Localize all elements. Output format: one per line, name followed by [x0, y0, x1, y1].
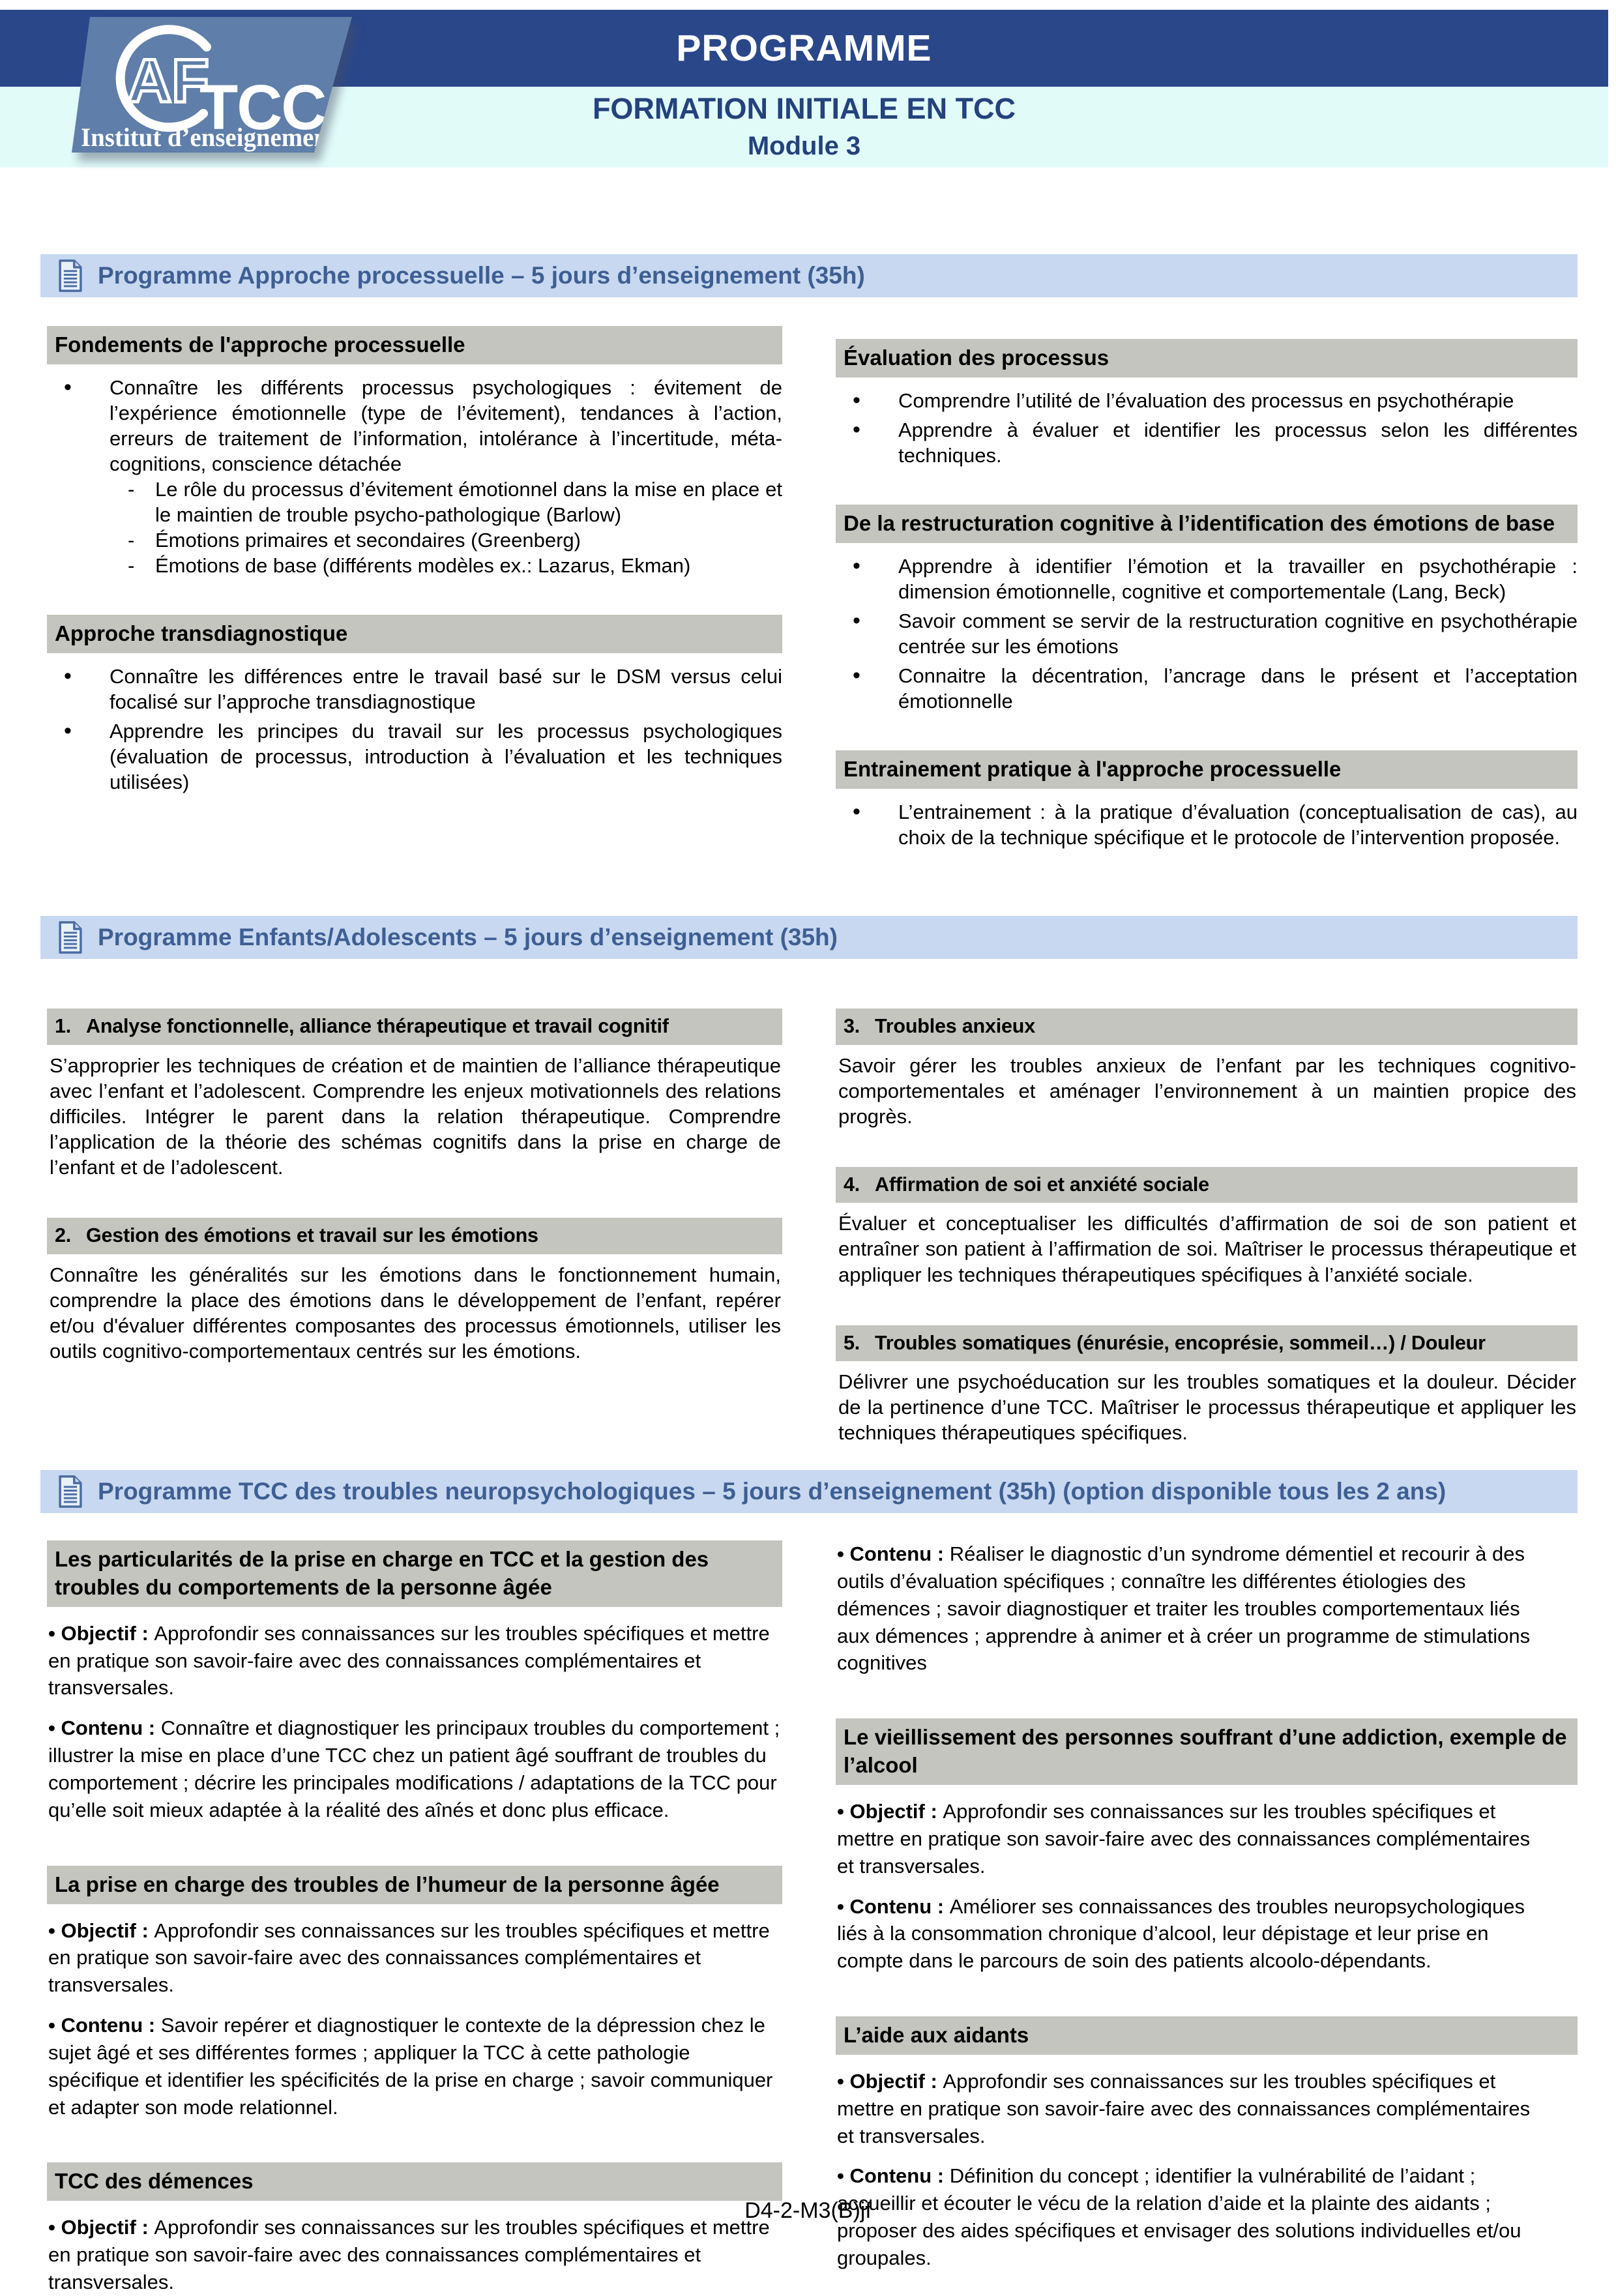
dash-item: - Émotions de base (différents modèles ex.: Lazarus, Ekman)	[110, 553, 782, 578]
section-title: Programme Approche processuelle – 5 jours d’enseignement (35h)	[98, 262, 865, 289]
paragraph: Délivrer une psychoéducation sur les troubles somatiques et la douleur. Décider de la pertinence d’une TCC. Maîtriser le processus thérapeutique et appliquer les techniques thérapeutiques spécifiques.	[838, 1370, 1576, 1445]
topic-number: 2.	[55, 1224, 72, 1246]
labeled-paragraph: • Objectif : Approfondir ses connaissances sur les troubles spécifiques et mettre en pratique son savoir-faire avec des connaissances complémentaires et transversales.	[48, 1919, 770, 1997]
topic-title: Le vieillissement des personnes souffrant d’une addiction, exemple de l’alcool	[844, 1725, 1567, 1778]
paragraph: S’approprier les techniques de création et de maintien de l’alliance thérapeutique avec l’enfant et l’adolescent. Comprendre les enjeux motivationnels des relations difficiles. Intégrer le parent dans la relation thérapeutique. Comprendre l’application de la théorie des schémas cognitifs dans la prise en charge de l’enfant et de l’adolescent.	[50, 1053, 781, 1179]
bullet-text: Apprendre à évaluer et identifier les processus selon les différentes techniques.	[898, 418, 1578, 467]
topic-heading	[836, 2016, 1578, 2055]
labeled-paragraph: • Objectif : Approfondir ses connaissances sur les troubles spécifiques et mettre en pratique son savoir-faire avec des connaissances complémentaires et transversales.	[837, 2069, 1531, 2147]
labeled-paragraph: • Contenu : Connaître et diagnostiquer les principaux troubles du comportement ; illustrer la mise en place d’une TCC chez un patient âgé souffrant de troubles du comportement ; décrire les principales modifications / adaptations de la TCC pour qu’elle soit mieux adaptée à la réalité des aînés et donc plus efficace.	[48, 1716, 780, 1821]
bullet-list	[836, 553, 1578, 714]
topic-title: Les particularités de la prise en charge en TCC et la gestion des troubles du comportements de la personne âgée	[55, 1547, 709, 1599]
section-columns	[40, 1540, 1578, 2296]
column-right	[836, 1540, 1578, 2272]
paragraph: Connaître les généralités sur les émotions dans le fonctionnement humain, comprendre la place des émotions dans le développement de l’enfant, repérer et/ou d'évaluer différentes composantes des processus émotionnels, utiliser les outils cognitivo-comportementaux centrés sur les émotions.	[50, 1263, 781, 1362]
document-body	[40, 168, 1578, 2296]
topic-heading	[836, 505, 1578, 543]
column-right	[836, 1008, 1578, 1445]
topic-number: 3.	[844, 1015, 860, 1037]
paragraph-label: • Objectif :	[48, 1621, 154, 1645]
bullet-list	[47, 664, 782, 795]
topic-number: 4.	[844, 1173, 860, 1196]
topic-heading	[836, 1718, 1578, 1785]
topic-title: TCC des démences	[55, 2169, 254, 2194]
aftcc-logo	[72, 17, 352, 153]
topic-heading	[47, 326, 782, 364]
topic-heading	[836, 1167, 1578, 1203]
section-columns	[40, 326, 1578, 916]
program-section-3	[40, 1470, 1578, 2296]
logo-caption: Institut d’enseignement	[81, 123, 337, 152]
topic-heading	[47, 1540, 782, 1607]
bullet-text: Connaître les différents processus psychologiques : évitement de l’expérience émotionnelle (type de l’évitement), tendances à l’action, erreurs de traitement de l’information, intolérance à l’incertitude, méta-cognitions, conscience détachée	[110, 375, 782, 476]
bullet-text: Connaître les différences entre le travail basé sur le DSM versus celui focalisé sur l’approche transdiagnostique	[110, 665, 782, 714]
bullet-text: Comprendre l’utilité de l’évaluation des processus en psychothérapie	[898, 389, 1514, 412]
column-left	[47, 326, 782, 795]
bullet-item	[47, 664, 782, 714]
topic-title: Fondements de l'approche processuelle	[55, 332, 465, 357]
topic-heading	[836, 750, 1578, 789]
bullet-item	[836, 417, 1578, 468]
section-columns	[40, 1008, 1578, 1465]
topic-heading	[47, 1866, 782, 1904]
bullet-item	[47, 375, 782, 578]
bullet-list	[836, 388, 1578, 468]
topic-heading	[836, 1008, 1578, 1045]
bullet-list	[836, 799, 1578, 850]
bullet-item	[836, 663, 1578, 714]
bullet-item	[47, 718, 782, 795]
column-right	[836, 326, 1578, 850]
document-icon-glyph	[56, 1475, 85, 1509]
page-module: Module 3	[747, 131, 861, 160]
bullet-text: Connaitre la décentration, l’ancrage dans le présent et l’acceptation émotionnelle	[898, 664, 1578, 713]
section-title-band	[40, 1470, 1578, 1513]
footer-code: D4-2-M3(B)jf	[744, 2198, 872, 2223]
bullet-text: Apprendre les principes du travail sur les processus psychologiques (évaluation de processus, introduction à l’évaluation et les techniques utilisées)	[110, 720, 782, 794]
topic-heading	[47, 1008, 782, 1045]
topic-heading	[47, 1218, 782, 1254]
topic-title: Approche transdiagnostique	[55, 621, 348, 646]
aftcc-logo-shape	[72, 17, 352, 153]
column-left	[47, 1008, 782, 1364]
labeled-paragraph: • Contenu : Définition du concept ; identifier la vulnérabilité de l’aidant ; accueillir et écouter le vécu de la relation d’aide et la plainte des aidants ; proposer des aides spécifiques et envisager des solutions individuelles et/ou groupales.	[837, 2164, 1521, 2270]
topic-title: L’aide aux aidants	[844, 2023, 1029, 2048]
paragraph: Évaluer et conceptualiser les difficultés d’affirmation de soi de son patient et entraîner son patient à l’affirmation de soi. Maîtriser le processus thérapeutique et appliquer les techniques thérapeutiques spécifiques à l’anxiété sociale.	[838, 1212, 1576, 1286]
logo-tcc-mark: TCC	[199, 72, 326, 143]
topic-heading	[836, 339, 1578, 377]
topic-title: Analyse fonctionnelle, alliance thérapeutique et travail cognitif	[86, 1015, 669, 1037]
section-title: Programme Enfants/Adolescents – 5 jours d’enseignement (35h)	[98, 924, 838, 950]
topic-title: Évaluation des processus	[844, 346, 1109, 370]
paragraph: Savoir gérer les troubles anxieux de l’enfant par les techniques cognitivo-comportementales et aménager l’environnement à un maintien propice des progrès.	[838, 1053, 1576, 1128]
paragraph-label: • Objectif :	[837, 1800, 943, 1823]
dash-sublist	[110, 477, 782, 578]
paragraph-label: • Objectif :	[48, 2216, 154, 2239]
dash-item: - Le rôle du processus d’évitement émotionnel dans la mise en place et le maintien de trouble psycho-pathologique (Barlow)	[110, 477, 782, 527]
document-icon	[56, 259, 85, 293]
topic-heading	[47, 2162, 782, 2201]
topic-title: La prise en charge des troubles de l’humeur de la personne âgée	[55, 1872, 720, 1896]
paragraph-label: • Objectif :	[48, 1919, 154, 1942]
topic-title: Troubles somatiques (énurésie, encoprésie, sommeil…) / Douleur	[875, 1331, 1486, 1354]
paragraph-label: • Contenu :	[837, 1894, 950, 1918]
labeled-paragraph: • Contenu : Améliorer ses connaissances des troubles neuropsychologiques liés à la consommation chronique d’alcool, leur dépistage et leur prise en compte dans le parcours de soin des patients alcoolo-dépendants.	[837, 1894, 1525, 1973]
topic-title: De la restructuration cognitive à l’identification des émotions de base	[844, 511, 1555, 536]
paragraph-label: • Contenu :	[48, 2014, 161, 2037]
document-icon	[56, 920, 85, 954]
labeled-paragraph: • Objectif : Approfondir ses connaissances sur les troubles spécifiques et mettre en pratique son savoir-faire avec des connaissances complémentaires et transversales.	[48, 2216, 770, 2294]
paragraph-label: • Objectif :	[837, 2069, 943, 2093]
document-icon-glyph	[56, 920, 85, 954]
program-section-2	[40, 916, 1578, 1465]
topic-title: Entrainement pratique à l'approche processuelle	[844, 757, 1342, 782]
topic-number: 5.	[844, 1331, 860, 1354]
bullet-item	[836, 608, 1578, 659]
bullet-item	[836, 388, 1578, 413]
topic-heading	[47, 615, 782, 653]
section-title-band	[40, 916, 1578, 959]
topic-heading	[836, 1325, 1578, 1362]
paragraph-label: • Contenu :	[837, 1542, 950, 1565]
page-title: PROGRAMME	[676, 27, 932, 69]
bullet-item	[836, 553, 1578, 604]
program-section-1	[40, 254, 1578, 916]
topic-title: Troubles anxieux	[875, 1015, 1035, 1037]
labeled-paragraph: • Contenu : Réaliser le diagnostic d’un syndrome démentiel et recourir à des outils d’évaluation spécifiques ; connaître les différentes étiologies des démences ; savoir diagnostiquer et traiter les troubles comportementaux liés aux démences ; apprendre à animer et à créer un programme de stimulations cognitives	[837, 1542, 1531, 1675]
page-subtitle: FORMATION INITIALE EN TCC	[592, 92, 1016, 126]
column-left	[47, 1540, 782, 2296]
paragraph-label: • Contenu :	[837, 2164, 950, 2188]
labeled-paragraph: • Contenu : Savoir repérer et diagnostiquer le contexte de la dépression chez le sujet âgé et ses différentes formes ; appliquer la TCC à cette pathologie spécifique et identifier les spécificités de la prise en charge ; savoir communiquer et adapter son mode relationnel.	[48, 2014, 773, 2119]
section-title-band	[40, 254, 1578, 297]
bullet-text: Savoir comment se servir de la restructuration cognitive en psychothérapie centrée sur les émotions	[898, 610, 1578, 658]
paragraph-label: • Contenu :	[48, 1716, 161, 1740]
aftcc-logo-art	[72, 17, 352, 153]
bullet-text: Apprendre à identifier l’émotion et la travailler en psychothérapie : dimension émotionnelle, cognitive et comportementale (Lang, Beck)	[898, 554, 1578, 603]
topic-number: 1.	[55, 1015, 72, 1037]
bullet-text: L’entrainement : à la pratique d’évaluation (conceptualisation de cas), au choix de la technique spécifique et le protocole de l’intervention proposée.	[898, 801, 1578, 849]
bullet-list	[47, 375, 782, 578]
topic-title: Affirmation de soi et anxiété sociale	[875, 1173, 1209, 1196]
section-title: Programme TCC des troubles neuropsychologiques – 5 jours d’enseignement (35h) (option disponible tous les 2 ans)	[98, 1478, 1447, 1505]
topic-title: Gestion des émotions et travail sur les émotions	[86, 1224, 538, 1246]
bullet-item	[836, 799, 1578, 850]
logo-af-mark: AF	[127, 46, 209, 115]
document-icon-glyph	[56, 259, 85, 293]
labeled-paragraph: • Objectif : Approfondir ses connaissances sur les troubles spécifiques et mettre en pratique son savoir-faire avec des connaissances complémentaires et transversales.	[837, 1800, 1531, 1877]
labeled-paragraph: • Objectif : Approfondir ses connaissances sur les troubles spécifiques et mettre en pratique son savoir-faire avec des connaissances complémentaires et transversales.	[48, 1621, 770, 1700]
dash-item: - Émotions primaires et secondaires (Greenberg)	[110, 527, 782, 553]
document-icon	[56, 1475, 85, 1509]
document-footer	[0, 2198, 1616, 2224]
